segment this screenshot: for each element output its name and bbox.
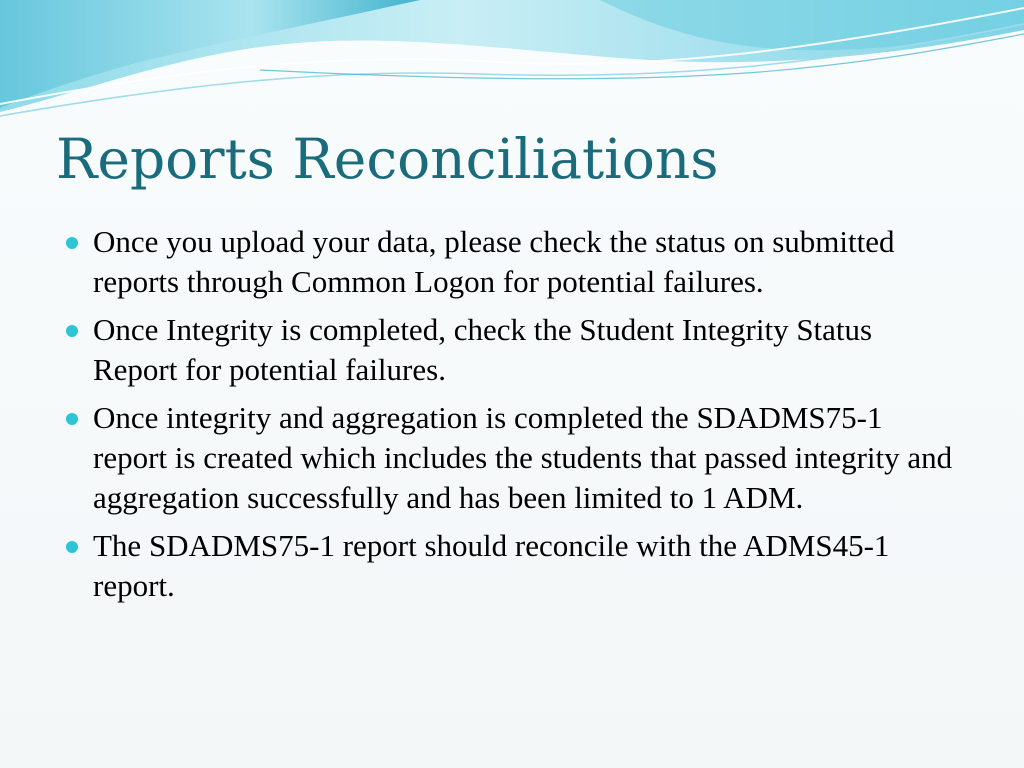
bullet-text: Once Integrity is completed, check the Student Integrity Status Report for potential failures. <box>93 312 873 387</box>
bullet-item <box>64 398 964 518</box>
bullet-item <box>64 526 964 606</box>
bullet-marker-icon <box>66 325 78 337</box>
bullet-marker-icon <box>66 541 78 553</box>
bullet-text: Once you upload your data, please check the status on submitted reports through Common Logon for potential failures. <box>93 224 895 299</box>
slide-title: Reports Reconciliations <box>56 127 719 191</box>
bullet-text: The SDADMS75-1 report should reconcile with the ADMS45-1 report. <box>93 528 890 603</box>
bullet-item <box>64 222 964 302</box>
header-wave-decoration <box>0 0 1024 130</box>
bullet-item <box>64 310 964 390</box>
bullet-marker-icon <box>66 413 78 425</box>
bullet-list <box>64 222 964 614</box>
bullet-text: Once integrity and aggregation is completed the SDADMS75-1 report is created which includes the students that passed integrity and aggregation successfully and has been limited to 1 ADM. <box>93 400 953 515</box>
bullet-marker-icon <box>66 237 78 249</box>
